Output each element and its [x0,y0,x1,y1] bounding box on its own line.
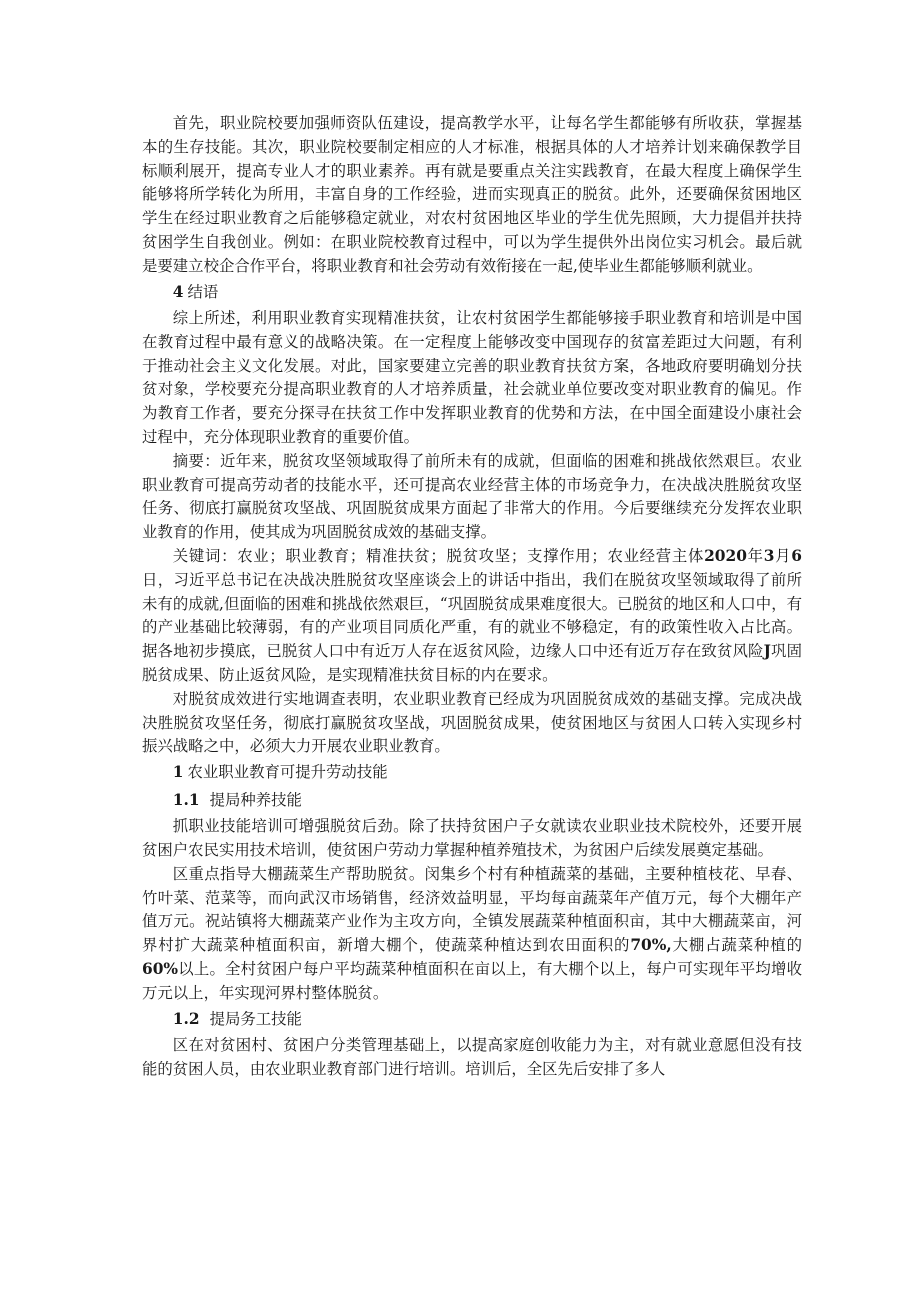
month-unit: 月 [774,547,792,566]
paragraph-greenhouse [142,863,802,1006]
percentage-greenhouse: 60% [142,960,179,978]
paragraph-work-training: 区在对贫困村、贫困户分类管理基础上，以提高家庭创收能力为主，对有就业意愿但没有技能的贫困人员，由农业职业教育部门进行培训。培训后，全区先后安排了多人 [142,1036,802,1078]
year-unit: 年 [746,547,764,566]
keywords-text: 关键词：农业；职业教育；精准扶贫；脱贫攻坚；支撑作用；农业经营主体 [172,547,705,566]
paragraph-survey: 对脱贫成效进行实地调查表明，农业职业教育已经成为巩固脱贫成效的基础支撑。完成决战决胜脱贫攻坚任务，彻底打赢脱贫攻坚战，巩固脱贫成果，使贫困地区与贫困人口转入实现乡村振兴战略之中，必须大力开展农业职业教育。 [142,689,802,756]
month-number: 3 [763,547,775,566]
speech-text: 日，习近平总书记在决战决胜脱贫攻坚座谈会上的讲话中指出，我们在脱贫攻坚领域取得了前所未有的成就,但面临的困难和挑战依然艰巨，“巩固脱贫成果难度很大。已脱贫的地区和人口中，有的产业基础比较薄弱，有的产业项目同质化严重，有的就业不够稳定，有的政策性收入占比高。据各地初步摸底，已脱贫人口中有近万人存在返贫风险，边缘人口中还有近万存在致贫风险 [142,570,802,661]
subsection-number: 1.2 [172,1009,200,1028]
section-title: 农业职业教育可提升劳动技能 [187,763,388,782]
greenhouse-text: 区重点指导大棚蔬菜生产帮助脱贫。闵集乡个村有种植蔬菜的基础，主要种植枝花、早春、竹叶菜、范菜等，而向武汉市场销售，经济效益明显，平均每亩蔬菜年产值万元，每个大棚年产值万元。祝站镇将大棚蔬菜产业作为主攻方向，全镇发展蔬菜种植面积亩，其中大棚蔬菜亩，河界村扩大蔬菜种植面积亩，新增大棚个，使蔬菜种植达到农田面积的 [142,864,802,955]
subsection-heading-work-skills [142,1007,802,1032]
section-title: 结语 [187,282,219,301]
paragraph-keywords [142,545,802,688]
subsection-title: 提局务工技能 [209,1009,302,1028]
percentage-farmland: 70%, [630,936,672,955]
subsection-heading-planting [142,788,802,813]
paragraph-skill-training: 抓职业技能培训可增强脱贫后劲。除了扶持贫困户子女就读农业职业技术院校外，还要开展贫困户农民实用技术培训，使贫困户劳动力掌握种植养殖技术，为贫困户后续发展奠定基础。 [142,817,802,860]
greenhouse-text-mid: 大棚占蔬菜种植的 [671,936,802,955]
paragraph-conclusion: 综上所述，利用职业教育实现精准扶贫，让农村贫困学生都能够接手职业教育和培训是中国在教育过程中最有意义的战略决策。在一定程度上能够改变中国现存的贫富差距过大问题，有利于推动社会主义文化发展。对此，国家要建立完善的职业教育扶贫方案，各地政府要明确划分扶贫对象，学校要充分提高职业教育的人才培养质量，社会就业单位要改变对职业教育的偏见。作为教育工作者，要充分探寻在扶贫工作中发挥职业教育的优势和方法，在中国全面建设小康社会过程中，充分体现职业教育的重要价值。 [142,309,802,447]
speech-text-end: 巩固脱贫成果、防止返贫风险，是实现精准扶贫目标的内在要求。 [142,642,802,685]
section-heading-labor-skills [142,760,802,785]
subsection-number: 1.1 [172,790,200,809]
paragraph-abstract: 摘要：近年来，脱贫攻坚领域取得了前所未有的成就，但面临的困难和挑战依然艰巨。农业职业教育可提高劳动者的技能水平，还可提高农业经营主体的市场竞争力，在决战决胜脱贫攻坚任务、彻底打赢脱贫攻坚战、巩固脱贫成果方面起了非常大的作用。今后要继续充分发挥农业职业教育的作用，使其成为巩固脱贫成效的基础支撑。 [142,451,802,542]
greenhouse-text-end: 以上。全村贫困户每户平均蔬菜种植面积在亩以上，有大棚个以上，每户可实现年平均增收万元以上，年实现河界村整体脱贫。 [142,960,802,1002]
stray-letter: J [763,642,771,661]
section-heading-conclusion [142,280,802,305]
year-number: 2020 [704,547,747,566]
subsection-title: 提局种养技能 [209,790,302,809]
day-number: 6 [791,547,802,566]
section-number: 4 [172,282,184,301]
paragraph-teacher-training: 首先，职业院校要加强师资队伍建设，提高教学水平，让每名学生都能够有所收获，掌握基本的生存技能。其次，职业院校要制定相应的人才标准，根据具体的人才培养计划来确保教学目标顺利展开，提高专业人才的职业素养。再有就是要重点关注实践教育，在最大程度上确保学生能够将所学转化为所用，丰富自身的工作经验，进而实现真正的脱贫。此外，还要确保贫困地区学生在经过职业教育之后能够稳定就业，对农村贫困地区毕业的学生优先照顾，大力提倡并扶持贫困学生自我创业。例如：在职业院校教育过程中，可以为学生提供外出岗位实习机会。最后就是要建立校企合作平台，将职业教育和社会劳动有效衔接在一起,使毕业生都能够顺利就业。 [142,114,802,275]
section-number: 1 [172,763,184,782]
